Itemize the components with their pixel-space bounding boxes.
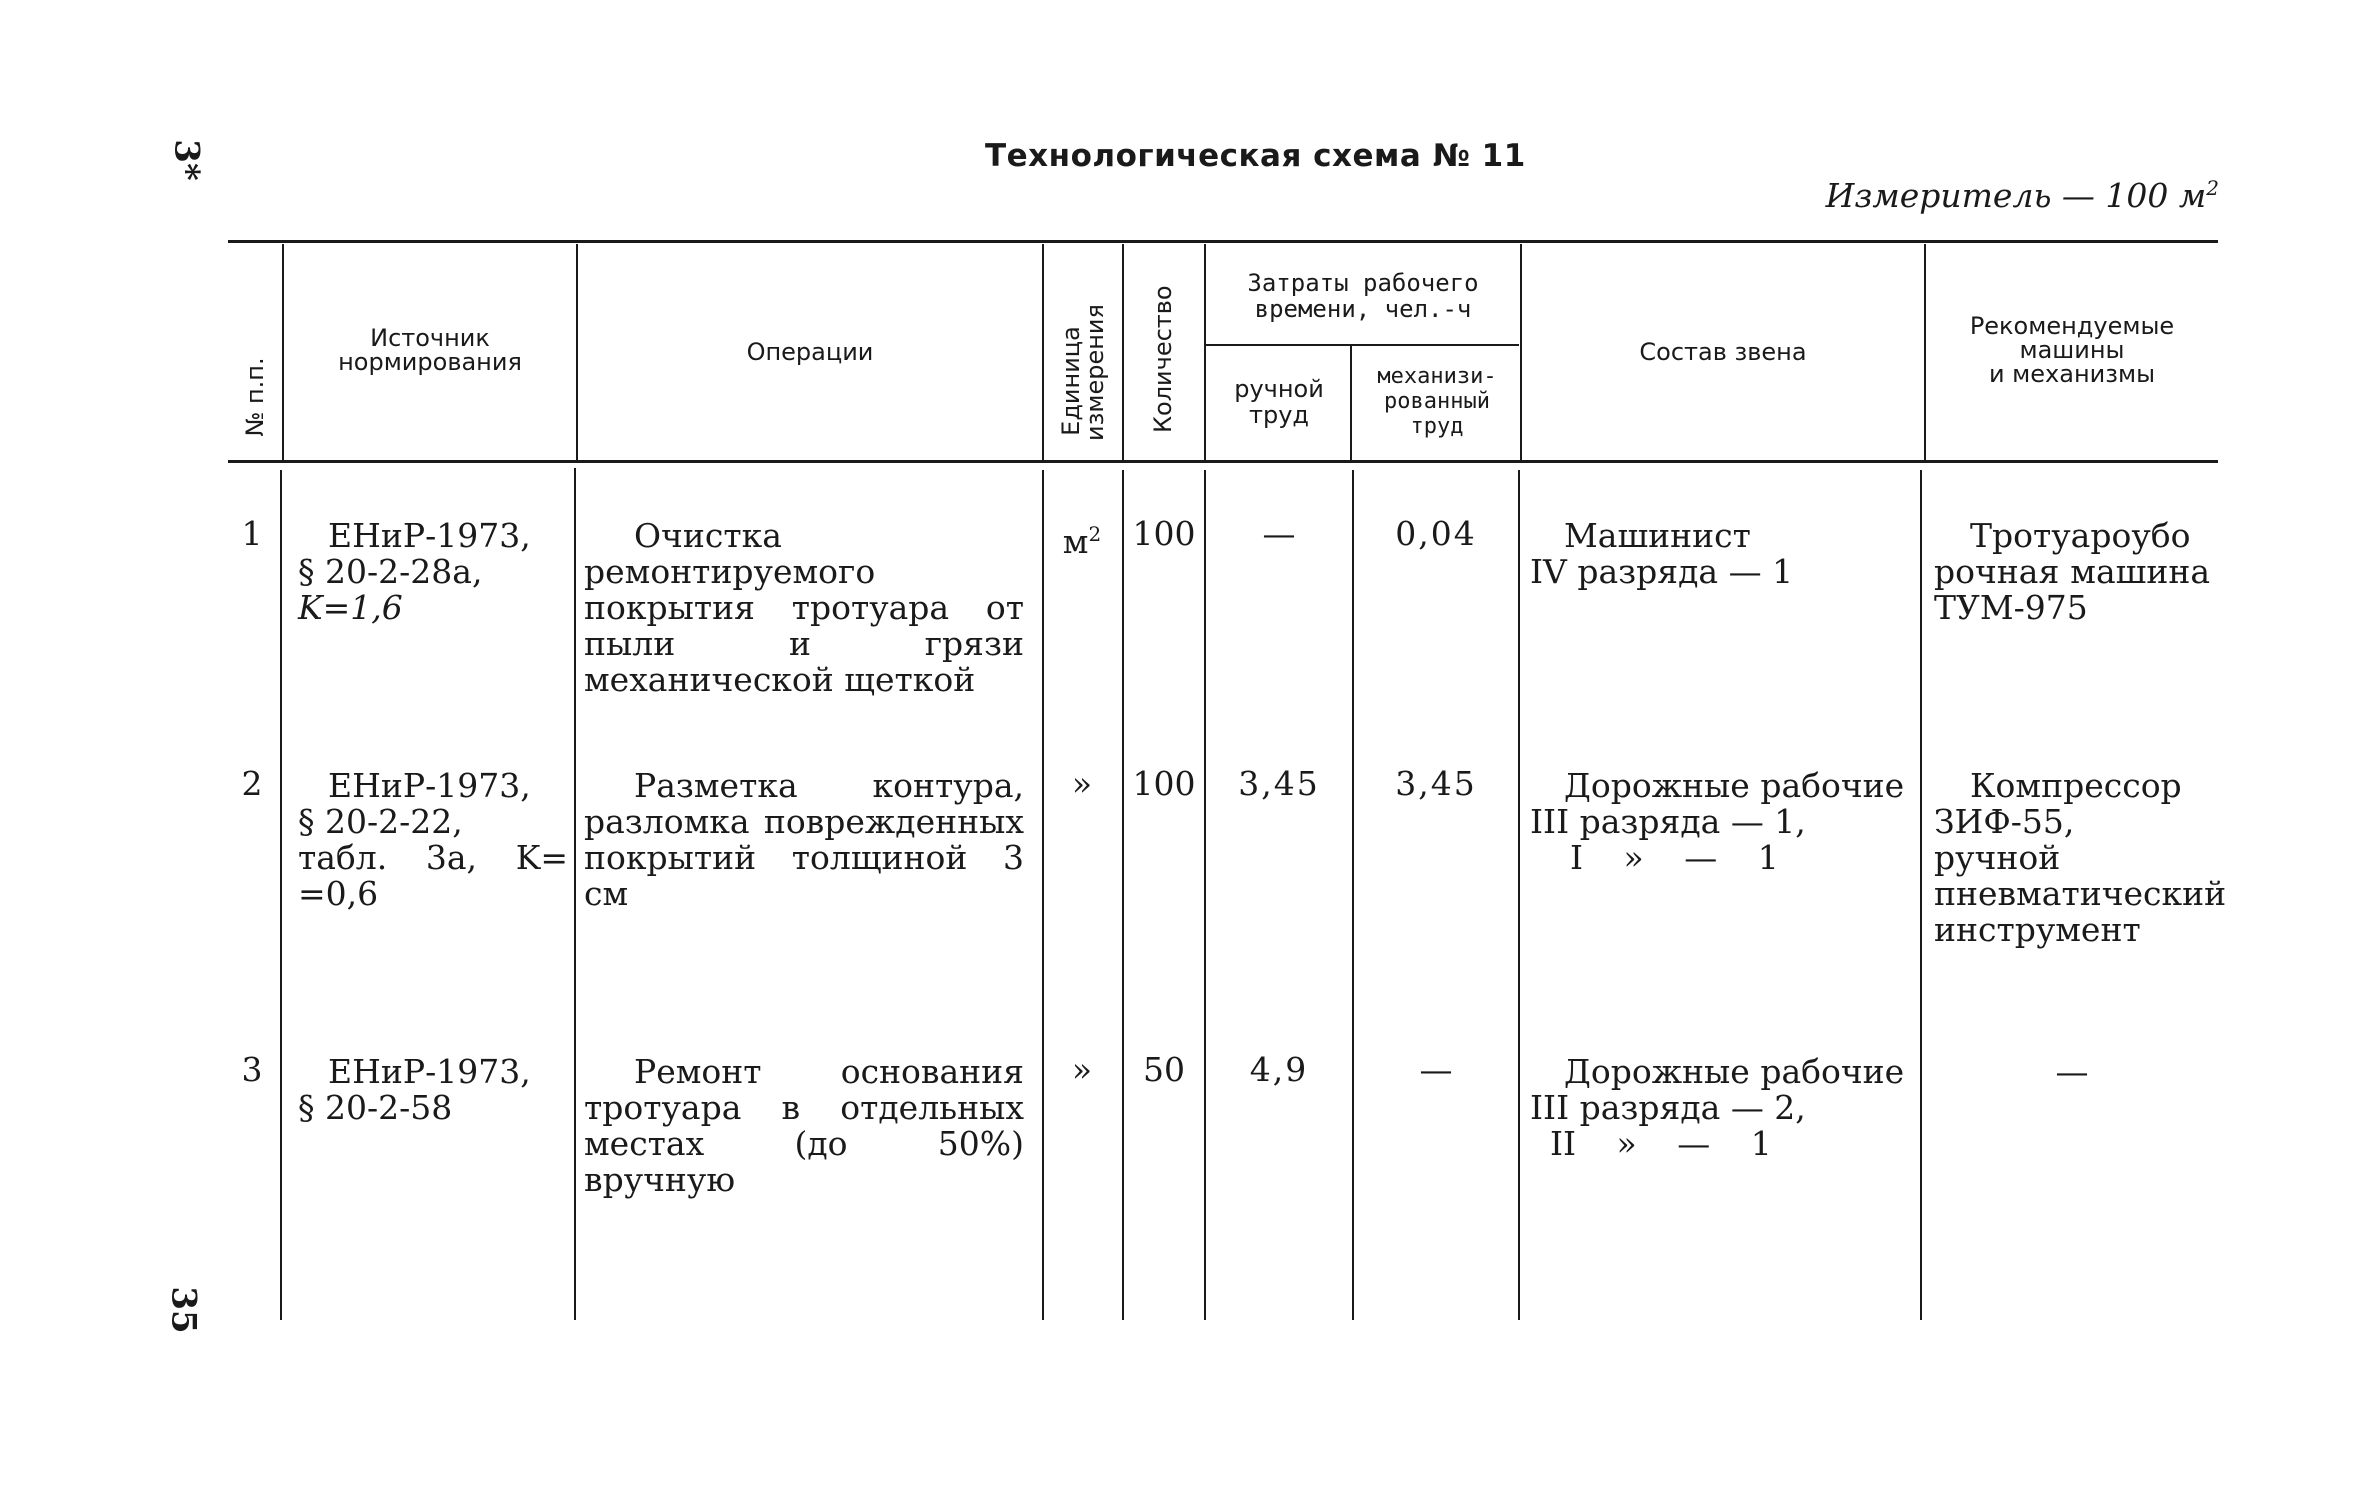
row-num: 3 — [241, 1050, 263, 1089]
row-crew-line: III разряда — 2, — [1530, 1088, 1806, 1127]
col-divider — [1042, 244, 1044, 460]
row-machines: — — [2055, 1052, 2089, 1091]
col-divider — [282, 244, 284, 460]
row-num: 1 — [241, 514, 263, 553]
row-source-line: § 20-2-58 — [298, 1088, 453, 1127]
header-operations: Операции — [746, 338, 874, 366]
row-manual: 4,9 — [1249, 1050, 1309, 1089]
header-source-line: Источник — [370, 324, 490, 352]
header-labor-line: Затраты рабочего — [1247, 269, 1479, 297]
header-manual-line: труд — [1248, 401, 1309, 429]
row-operation: Ремонт основания тротуара в отдельных местах (до 50%) вручную — [584, 1052, 1024, 1199]
row-num: 2 — [241, 764, 263, 803]
header-machines-line: и механизмы — [1988, 360, 2156, 388]
row-unit — [1046, 766, 1118, 802]
header-bottom-rule — [228, 460, 2218, 463]
row-machines: Компрессор ЗИФ-55, ручной пневматический инструмент — [1934, 766, 2227, 949]
row-source-line: ЕНиР-1973, — [328, 516, 531, 555]
row-unit — [1046, 1052, 1118, 1088]
measure-unit — [1826, 176, 2219, 215]
col-divider — [1122, 470, 1124, 1320]
header-source-line: нормирования — [338, 348, 522, 376]
row-crew — [1530, 518, 1916, 590]
header-manual — [1208, 376, 1350, 428]
row-mech: 3,45 — [1395, 764, 1477, 803]
row-source — [298, 768, 568, 912]
row-mech: — — [1419, 1050, 1453, 1089]
col-divider — [1204, 470, 1206, 1320]
header-machines-line: Рекомендуемые — [1969, 312, 2175, 340]
row-unit-sup: 2 — [1088, 522, 1102, 546]
row-crew — [1530, 768, 1916, 876]
row-source-line: табл. 3а, K= — [298, 838, 568, 877]
header-quantity: Количество — [1149, 285, 1177, 433]
row-unit-main: » — [1071, 1050, 1093, 1089]
col-divider — [1920, 470, 1922, 1320]
measure-label: Измеритель — 100 — [1825, 176, 2169, 215]
header-mech — [1354, 364, 1520, 439]
row-operation: Очистка ремонтируемого покрытия тротуара от пыли и грязи механической щеткой — [584, 516, 1024, 699]
row-crew-line: Дорожные рабочие — [1564, 766, 1905, 805]
row-source — [298, 518, 568, 626]
row-quantity: 100 — [1132, 764, 1196, 803]
row-crew-line: II » — 1 — [1550, 1124, 1772, 1163]
labor-header-rule — [1206, 344, 1519, 346]
row-quantity: 50 — [1143, 1050, 1185, 1089]
row-unit — [1046, 516, 1118, 560]
row-quantity: 100 — [1132, 514, 1196, 553]
row-manual: 3,45 — [1238, 764, 1320, 803]
row-unit-main: » — [1071, 764, 1093, 803]
header-crew: Состав звена — [1639, 338, 1807, 366]
row-source-line: ЕНиР-1973, — [328, 1052, 531, 1091]
header-source — [290, 326, 570, 374]
row-source-line: § 20-2-28а, — [298, 552, 483, 591]
row-manual: — — [1262, 514, 1296, 553]
header-mech-line: рованный — [1384, 389, 1490, 414]
col-divider — [1520, 244, 1522, 460]
margin-mark-top: 3* — [166, 139, 207, 181]
row-source-line: =0,6 — [298, 874, 379, 913]
header-mech-line: механизи- — [1377, 364, 1497, 389]
col-divider — [280, 470, 282, 1320]
row-source-line: ЕНиР-1973, — [328, 766, 531, 805]
header-machines-line: машины — [2019, 336, 2125, 364]
header-unit-line: измерения — [1081, 304, 1109, 441]
page-number: 35 — [163, 1286, 204, 1334]
col-divider — [574, 468, 576, 1320]
measure-unit-sup: 2 — [2206, 176, 2219, 200]
table-top-rule — [228, 240, 2218, 243]
col-divider — [1350, 346, 1352, 460]
header-labor — [1206, 270, 1520, 322]
col-divider — [576, 244, 578, 460]
row-operation: Разметка контура, разломка поврежденных покрытий толщиной 3 см — [584, 766, 1024, 913]
row-machines: Тротуароуборочная машина ТУМ-975 — [1934, 516, 2210, 627]
col-divider — [1042, 470, 1044, 1320]
header-mech-line: труд — [1410, 414, 1464, 439]
col-divider — [1352, 470, 1354, 1320]
col-divider — [1122, 244, 1124, 460]
row-crew-line: I » — 1 — [1570, 838, 1779, 877]
row-crew — [1530, 1054, 1916, 1162]
header-machines — [1926, 314, 2218, 386]
row-source-line: K=1,6 — [298, 588, 403, 627]
measure-unit-text: м — [2178, 176, 2207, 215]
row-crew-line: Машинист — [1564, 516, 1751, 555]
header-labor-line: времени, чел.-ч — [1254, 295, 1472, 323]
header-num: № п.п. — [241, 357, 269, 437]
header-unit — [1057, 304, 1109, 441]
row-unit-main: м — [1062, 522, 1089, 561]
row-source-line: § 20-2-22, — [298, 802, 463, 841]
page-title: Технологическая схема № 11 — [985, 138, 1526, 174]
row-mech: 0,04 — [1395, 514, 1477, 553]
header-unit-line: Единица — [1057, 326, 1085, 436]
col-divider — [1518, 470, 1520, 1320]
header-manual-line: ручной — [1234, 375, 1324, 403]
row-crew-line: III разряда — 1, — [1530, 802, 1806, 841]
row-crew-line: Дорожные рабочие — [1564, 1052, 1905, 1091]
row-crew-line: IV разряда — 1 — [1530, 552, 1794, 591]
row-source — [298, 1054, 568, 1126]
